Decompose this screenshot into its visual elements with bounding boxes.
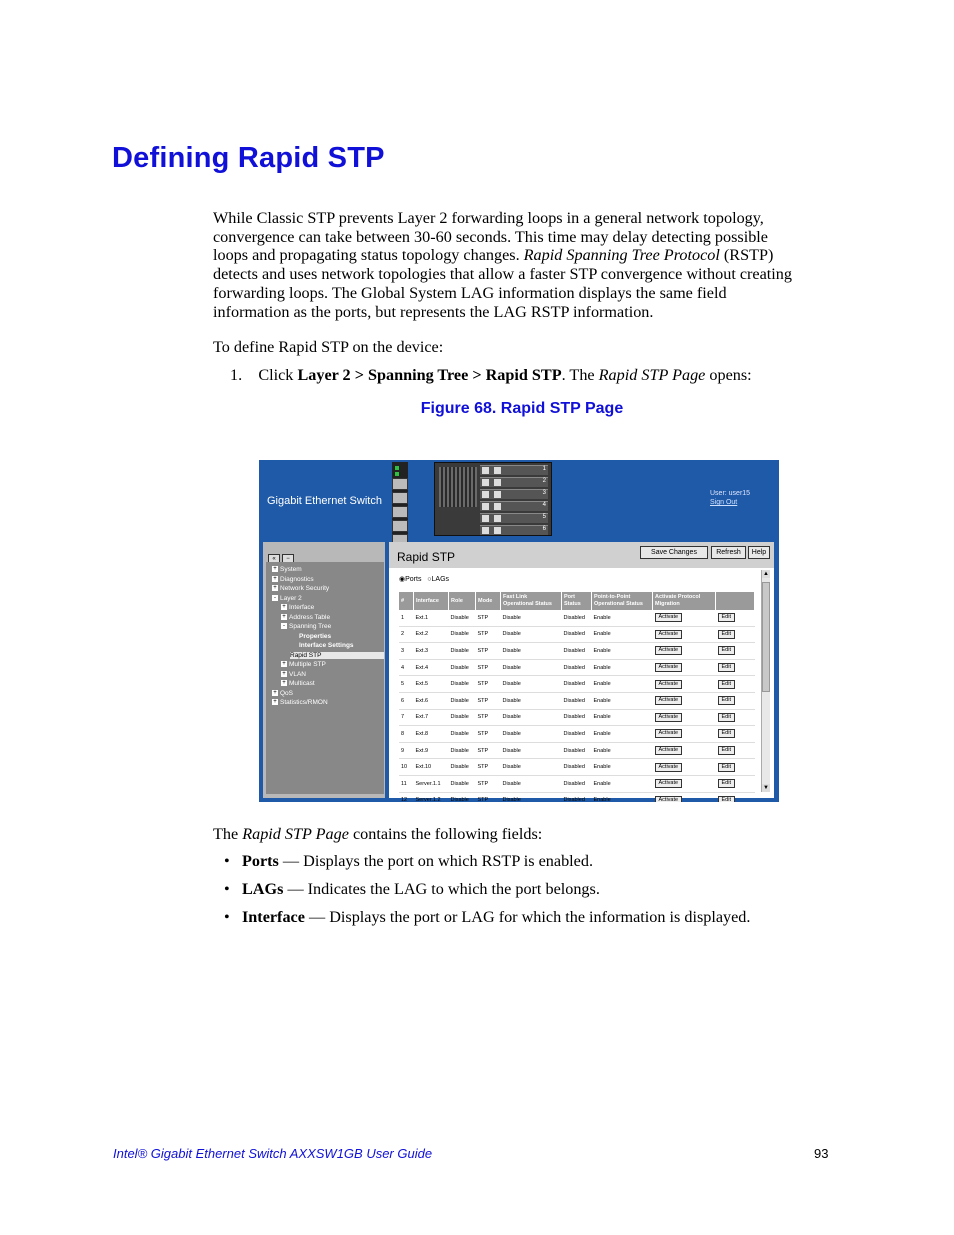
table-cell: STP	[476, 759, 501, 776]
tree-item-diagnostics[interactable]: + Diagnostics	[273, 575, 314, 583]
table-cell: Enable	[592, 676, 653, 693]
expand-all-icon[interactable]: «	[268, 554, 280, 564]
scroll-thumb[interactable]	[762, 582, 770, 692]
list-item: • Interface — Displays the port or LAG for which the information is displayed.	[224, 908, 751, 926]
table-cell: Disable	[501, 659, 562, 676]
tree-item-vlan[interactable]: + VLAN	[282, 670, 306, 678]
table-cell: Disabled	[562, 726, 592, 743]
edit-button[interactable]: Edit	[718, 779, 735, 788]
help-button[interactable]: Help	[748, 546, 770, 559]
tree-item-layer-2[interactable]: - Layer 2	[274, 594, 302, 602]
table-cell: STP	[476, 626, 501, 643]
content-header	[389, 542, 774, 568]
table-cell: Disable	[449, 792, 476, 802]
intro-line: information as the ports, but represents the LAG RSTP information.	[213, 302, 654, 321]
intro-line: convergence can take between 30-60 seconds. This time may delay detecting possible	[213, 227, 768, 246]
scroll-up-icon[interactable]: ▲	[763, 571, 769, 577]
activate-button[interactable]: Activate	[655, 630, 683, 639]
edit-button[interactable]: Edit	[718, 646, 735, 655]
table-cell: Ext.9	[414, 742, 449, 759]
page-number: 93	[814, 1146, 829, 1161]
action-cell	[653, 610, 716, 626]
field-list	[224, 851, 750, 935]
table-row	[399, 643, 755, 660]
column-header: Mode	[476, 592, 501, 610]
table-cell: 10	[399, 759, 414, 776]
intro-paragraph	[213, 209, 838, 321]
table-cell: Enable	[592, 775, 653, 792]
table-row	[399, 792, 755, 802]
table-cell: Disabled	[562, 626, 592, 643]
table-cell: Server.1.1	[414, 775, 449, 792]
activate-button[interactable]: Activate	[655, 696, 683, 705]
table-cell: Ext.7	[414, 709, 449, 726]
column-header: Interface	[414, 592, 449, 610]
vertical-scrollbar[interactable]	[761, 570, 770, 792]
edit-button[interactable]: Edit	[718, 663, 735, 672]
action-cell	[716, 676, 755, 693]
table-cell: 3	[399, 643, 414, 660]
table-cell: STP	[476, 610, 501, 626]
tree-item-properties[interactable]: Properties	[299, 632, 332, 640]
action-cell	[653, 659, 716, 676]
rapid-stp-screenshot	[259, 460, 779, 802]
table-row	[399, 759, 755, 776]
edit-button[interactable]: Edit	[718, 729, 735, 738]
table-cell: STP	[476, 692, 501, 709]
table-cell: Disable	[449, 709, 476, 726]
table-cell: Enable	[592, 643, 653, 660]
intro-line: While Classic STP prevents Layer 2 forwarding loops in a general network topology,	[213, 209, 764, 227]
activate-button[interactable]: Activate	[655, 663, 683, 672]
table-row	[399, 775, 755, 792]
list-item: • Ports — Displays the port on which RSTP is enabled.	[224, 852, 593, 870]
table-cell: Disable	[501, 709, 562, 726]
blade-slot[interactable]: 5	[480, 513, 548, 523]
table-cell: Disabled	[562, 792, 592, 802]
action-cell	[653, 726, 716, 743]
table-cell: Disable	[501, 643, 562, 660]
action-cell	[653, 643, 716, 660]
activate-button[interactable]: Activate	[655, 646, 683, 655]
edit-button[interactable]: Edit	[718, 763, 735, 772]
table-cell: STP	[476, 775, 501, 792]
lags-radio[interactable]: ○LAGs	[427, 576, 450, 583]
table-cell: Ext.2	[414, 626, 449, 643]
table-cell: Disable	[449, 742, 476, 759]
edit-button[interactable]: Edit	[718, 680, 735, 689]
action-cell	[716, 626, 755, 643]
table-cell: 1	[399, 610, 414, 626]
step-text: Click	[258, 366, 298, 384]
sign-out-link[interactable]: Sign Out	[710, 499, 738, 506]
table-row	[399, 692, 755, 709]
activate-button[interactable]: Activate	[655, 763, 683, 772]
table-cell: 5	[399, 676, 414, 693]
tree-item-multicast[interactable]: + Multicast	[282, 680, 315, 687]
table-cell: Ext.8	[414, 726, 449, 743]
table-cell: STP	[476, 643, 501, 660]
activate-button[interactable]: Activate	[655, 680, 683, 689]
activate-button[interactable]: Activate	[655, 729, 683, 738]
navigation-pane	[263, 542, 385, 798]
rapid-stp-table	[399, 592, 755, 802]
table-cell: Enable	[592, 726, 653, 743]
column-header	[716, 592, 755, 610]
table-row	[399, 742, 755, 759]
tree-item-rapid-stp[interactable]: Rapid STP	[290, 652, 384, 659]
table-cell: Disable	[501, 742, 562, 759]
table-cell: Disable	[449, 643, 476, 660]
column-header: Port Status	[562, 592, 592, 610]
table-cell: Enable	[592, 709, 653, 726]
action-cell	[716, 759, 755, 776]
navigation-tree	[266, 562, 384, 794]
action-cell	[716, 775, 755, 792]
tree-item-network-security[interactable]: + Network Security	[273, 585, 330, 592]
table-cell: 9	[399, 742, 414, 759]
scroll-down-icon[interactable]: ▼	[763, 785, 769, 791]
footer-title: Intel® Gigabit Ethernet Switch AXXSW1GB User Guide	[113, 1146, 433, 1161]
table-row	[399, 709, 755, 726]
action-cell	[716, 659, 755, 676]
table-cell: Disable	[449, 692, 476, 709]
action-cell	[716, 692, 755, 709]
tree-item-system[interactable]: + System	[273, 566, 302, 573]
activate-button[interactable]: Activate	[655, 796, 683, 802]
table-cell: STP	[476, 659, 501, 676]
lead-text: To define Rapid STP on the device:	[213, 338, 444, 356]
tree-item-interface[interactable]: + Interface	[282, 604, 315, 611]
intro-line: loops and propagating status topology changes.	[213, 246, 524, 265]
action-cell	[653, 792, 716, 802]
blade-slot[interactable]: 6	[480, 525, 548, 535]
table-cell: Disabled	[562, 610, 592, 626]
table-cell: 11	[399, 775, 414, 792]
table-cell: Disable	[449, 610, 476, 626]
activate-button[interactable]: Activate	[655, 613, 683, 622]
table-cell: Disable	[449, 775, 476, 792]
step-number: 1.	[230, 366, 243, 384]
table-cell: Disabled	[562, 775, 592, 792]
blade-slot[interactable]: 3	[480, 489, 548, 499]
tree-item-qos[interactable]: + QoS	[273, 689, 294, 697]
table-cell: Disable	[501, 792, 562, 802]
blade-slot[interactable]: 1	[480, 465, 548, 475]
activate-button[interactable]: Activate	[655, 746, 683, 755]
table-cell: Disable	[501, 759, 562, 776]
action-cell	[716, 709, 755, 726]
edit-button[interactable]: Edit	[718, 713, 735, 722]
table-cell: Ext.5	[414, 676, 449, 693]
table-cell: Disabled	[562, 659, 592, 676]
table-row	[399, 726, 755, 743]
table-cell: Ext.6	[414, 692, 449, 709]
table-cell: Disabled	[562, 709, 592, 726]
collapse-all-icon[interactable]: −	[282, 554, 294, 564]
action-cell	[716, 643, 755, 660]
action-cell	[653, 626, 716, 643]
edit-button[interactable]: Edit	[718, 696, 735, 705]
table-cell: STP	[476, 792, 501, 802]
table-cell: 8	[399, 726, 414, 743]
table-cell: STP	[476, 676, 501, 693]
menu-path: Layer 2 > Spanning Tree > Rapid STP	[297, 366, 562, 384]
table-cell: 7	[399, 709, 414, 726]
intro-line: (RSTP)	[719, 246, 774, 265]
edit-button[interactable]: Edit	[718, 746, 735, 755]
save-changes-button[interactable]: Save Changes	[640, 546, 708, 559]
table-cell: Enable	[592, 759, 653, 776]
rstp-term: Rapid Spanning Tree Protocol	[523, 246, 720, 265]
tree-item-spanning-tree[interactable]: - Spanning Tree	[283, 623, 332, 630]
step-1	[230, 366, 752, 385]
chassis-hatch	[439, 467, 477, 507]
table-cell: Disable	[449, 626, 476, 643]
table-cell: Disabled	[562, 692, 592, 709]
blade-slot[interactable]: 4	[480, 501, 548, 511]
table-row	[399, 676, 755, 693]
tree-item-address-table[interactable]: + Address Table	[282, 613, 331, 621]
table-cell: Enable	[592, 692, 653, 709]
step-text: opens:	[705, 366, 752, 384]
action-cell	[653, 692, 716, 709]
tree-item-statistics-rmon[interactable]: + Statistics/RMON	[273, 699, 328, 706]
table-cell: Enable	[592, 792, 653, 802]
column-header: #	[399, 592, 414, 610]
table-cell: Disable	[501, 610, 562, 626]
table-cell: Disable	[501, 676, 562, 693]
table-cell: Disable	[501, 626, 562, 643]
table-cell: Server.1.2	[414, 792, 449, 802]
table-cell: Disable	[449, 759, 476, 776]
action-cell	[716, 742, 755, 759]
activate-button[interactable]: Activate	[655, 779, 683, 788]
action-cell	[653, 709, 716, 726]
column-header: Activate Protocol Migration	[653, 592, 716, 610]
table-cell: STP	[476, 742, 501, 759]
action-cell	[716, 610, 755, 626]
edit-button[interactable]: Edit	[718, 630, 735, 639]
table-cell: Disable	[501, 775, 562, 792]
table-cell: Ext.4	[414, 659, 449, 676]
chassis-image	[434, 462, 552, 536]
column-header: Role	[449, 592, 476, 610]
table-cell: 4	[399, 659, 414, 676]
step-text: . The	[561, 366, 599, 384]
page-name: Rapid STP Page	[598, 366, 706, 384]
table-cell: Enable	[592, 659, 653, 676]
table-cell: Disable	[449, 726, 476, 743]
table-row	[399, 626, 755, 643]
list-item: • LAGs — Indicates the LAG to which the port belongs.	[224, 880, 600, 898]
intro-line: forwarding loops. The Global System LAG information displays the same field	[213, 283, 727, 302]
app-title: Gigabit Ethernet Switch	[267, 495, 382, 507]
table-cell: 12	[399, 792, 414, 802]
action-cell	[716, 792, 755, 802]
ports-radio[interactable]: ◉Ports	[399, 576, 422, 583]
table-cell: Disable	[449, 659, 476, 676]
table-cell: Enable	[592, 610, 653, 626]
table-cell: 6	[399, 692, 414, 709]
table-cell: Disabled	[562, 742, 592, 759]
edit-button[interactable]: Edit	[718, 796, 735, 802]
action-cell	[653, 775, 716, 792]
table-cell: Disabled	[562, 676, 592, 693]
table-cell: Disable	[501, 692, 562, 709]
tree-item-multiple-stp[interactable]: + Multiple STP	[282, 661, 326, 668]
user-label: User: user15	[710, 490, 751, 497]
table-cell: STP	[476, 709, 501, 726]
intro-line: detects and uses network topologies that allow a faster STP convergence without creating	[213, 265, 792, 284]
table-cell: STP	[476, 726, 501, 743]
table-cell: Disable	[501, 726, 562, 743]
action-cell	[653, 742, 716, 759]
action-cell	[653, 759, 716, 776]
user-info	[710, 489, 750, 507]
column-header: Point-to-Point Operational Status	[592, 592, 653, 610]
action-cell	[653, 676, 716, 693]
pane-title: Rapid STP	[397, 550, 456, 564]
blade-slot[interactable]: 2	[480, 477, 548, 487]
refresh-button[interactable]: Refresh	[711, 546, 746, 559]
content-pane	[389, 542, 774, 802]
table-row	[399, 659, 755, 676]
table-cell: Ext.3	[414, 643, 449, 660]
activate-button[interactable]: Activate	[655, 713, 683, 722]
table-cell: 2	[399, 626, 414, 643]
figure-caption: Figure 68. Rapid STP Page	[420, 400, 624, 417]
table-cell: Ext.1	[414, 610, 449, 626]
column-header: Fast Link Operational Status	[501, 592, 562, 610]
table-row	[399, 610, 755, 626]
table-cell: Enable	[592, 626, 653, 643]
page-title: Defining Rapid STP	[112, 142, 385, 174]
table-cell: Ext.10	[414, 759, 449, 776]
table-cell: Disabled	[562, 643, 592, 660]
table-cell: Disable	[449, 676, 476, 693]
action-cell	[716, 726, 755, 743]
tree-item-interface-settings[interactable]: Interface Settings	[299, 642, 354, 649]
fields-lead: The Rapid STP Page contains the following fields:	[213, 825, 543, 843]
table-cell: Disabled	[562, 759, 592, 776]
edit-button[interactable]: Edit	[718, 613, 735, 622]
table-cell: Enable	[592, 742, 653, 759]
interface-type-radio	[399, 575, 449, 583]
